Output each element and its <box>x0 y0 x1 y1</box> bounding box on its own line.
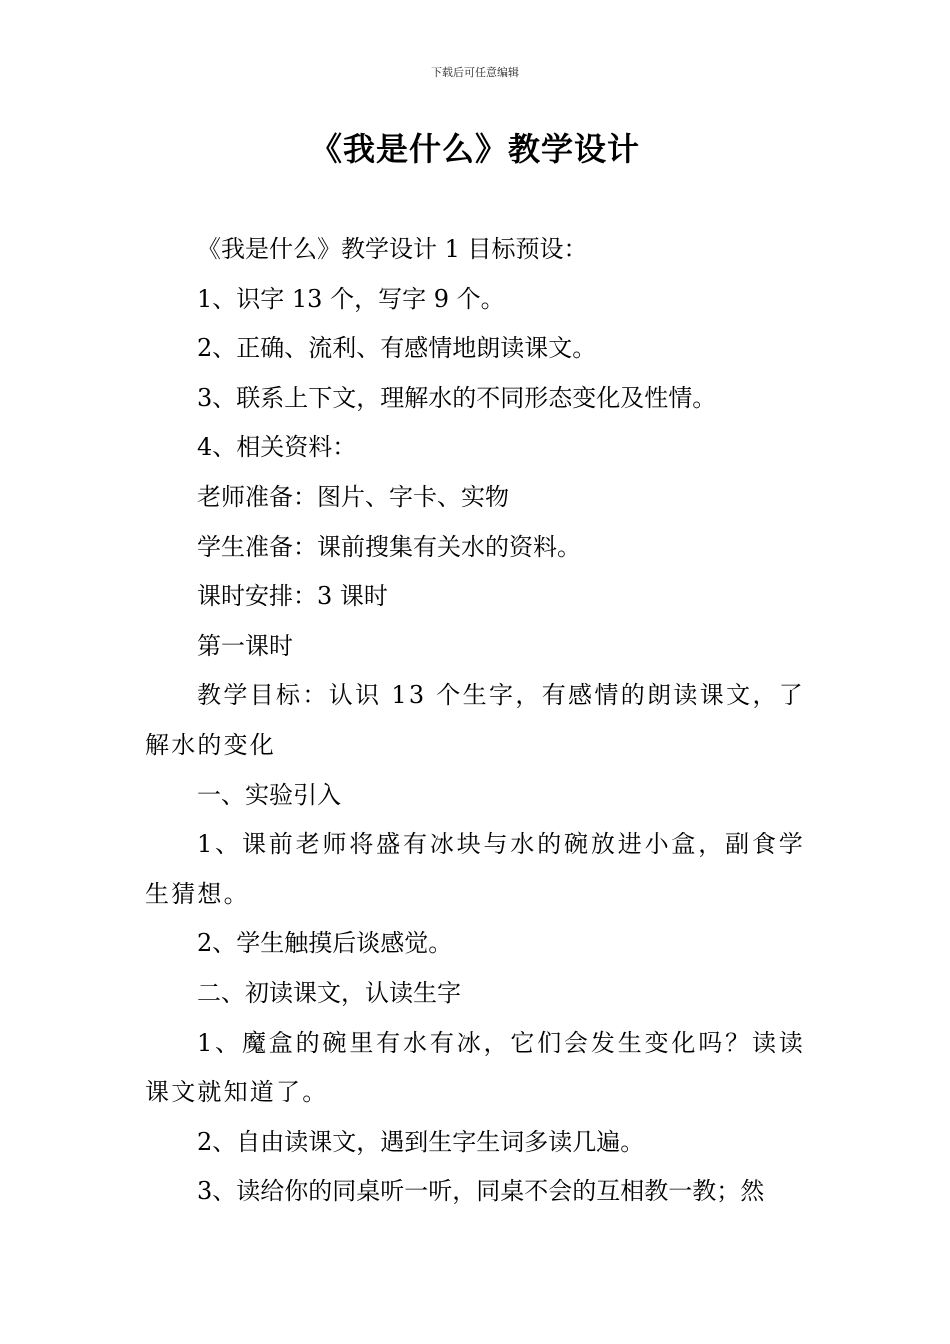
paragraph: 学生准备：课前搜集有关水的资料。 <box>197 532 581 561</box>
header-note: 下载后可任意编辑 <box>431 66 519 79</box>
paragraph: 1、课前老师将盛有冰块与水的碗放进小盒，副食学生猜想。 <box>145 830 805 908</box>
paragraph: 教学目标：认识 13 个生字，有感情的朗读课文，了解水的变化 <box>145 681 805 759</box>
paragraph: 老师准备：图片、字卡、实物 <box>197 482 509 511</box>
paragraph: 《我是什么》教学设计 1 目标预设： <box>197 235 588 263</box>
paragraph: 2、学生触摸后谈感觉。 <box>197 929 453 958</box>
paragraph: 一、实验引入 <box>197 780 341 809</box>
paragraph: 第一课时 <box>197 631 293 660</box>
paragraph: 4、相关资料： <box>197 433 357 462</box>
paragraph: 3、联系上下文，理解水的不同形态变化及性情。 <box>197 383 717 412</box>
document-body <box>145 225 805 1217</box>
paragraph: 1、魔盒的碗里有水有冰，它们会发生变化吗？读读课文就知道了。 <box>145 1028 805 1107</box>
paragraph: 二、初读课文，认读生字 <box>197 978 461 1007</box>
paragraph: 课时安排：3 课时 <box>197 582 388 611</box>
paragraph: 2、自由读课文，遇到生字生词多读几遍。 <box>197 1127 645 1156</box>
paragraph: 3、读给你的同桌听一听，同桌不会的互相教一教；然 <box>197 1177 765 1206</box>
paragraph: 2、正确、流利、有感情地朗读课文。 <box>197 334 597 363</box>
document-title: 《我是什么》教学设计 <box>309 130 640 168</box>
paragraph: 1、识字 13 个，写字 9 个。 <box>197 284 505 313</box>
